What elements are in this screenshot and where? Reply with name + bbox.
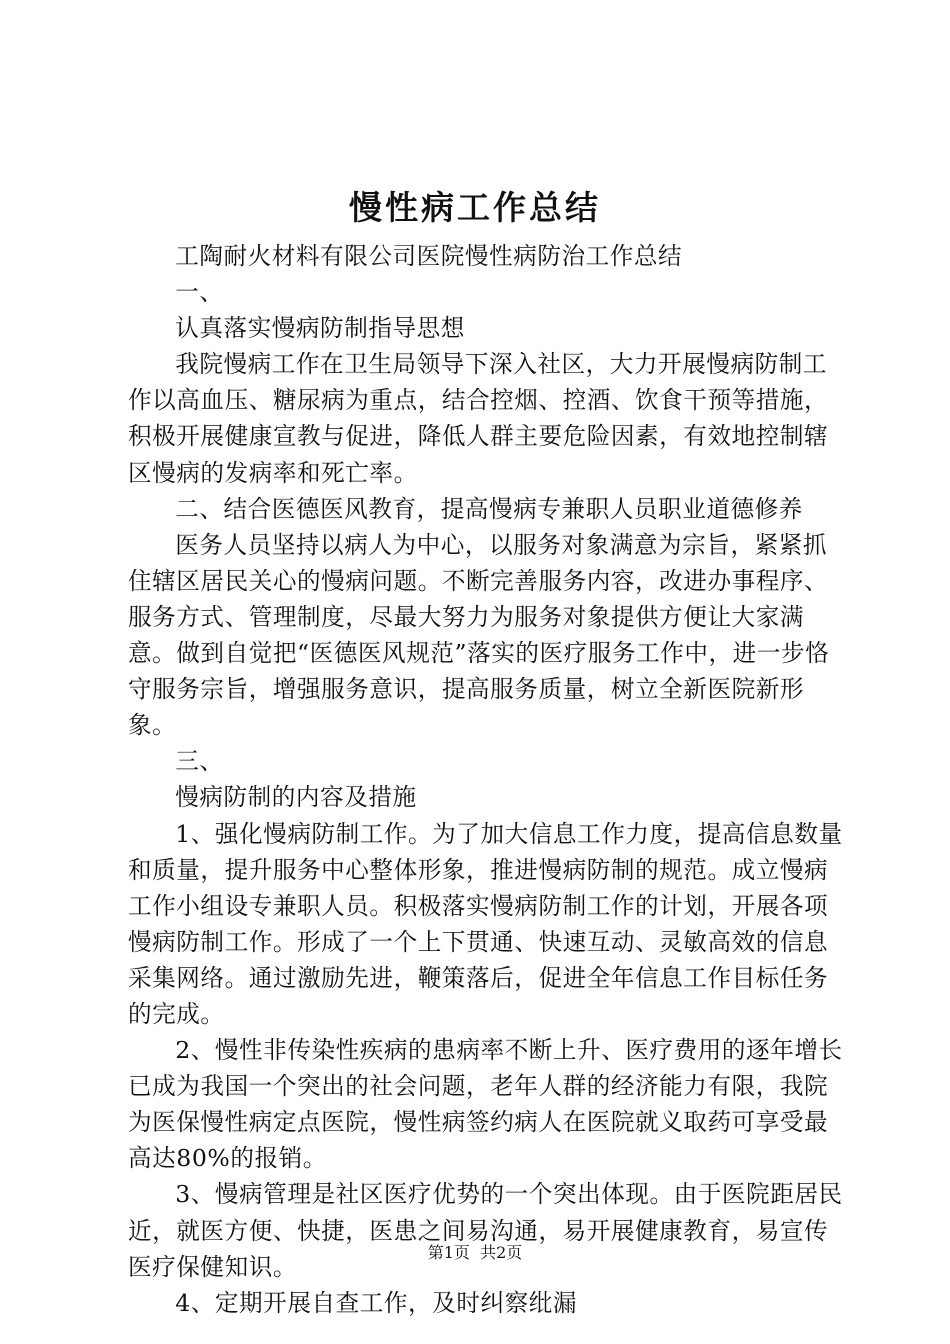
paragraph-item-two: 2、慢性非传染性疾病的患病率不断上升、医疗费用的逐年增长已成为我国一个突出的社会问题，老年人群的经济能力有限，我院为医保慢性病定点医院，慢性病签约病人在医院就义取药可享受最高达80%的报销。 <box>128 1036 843 1173</box>
footer-spacer <box>470 1243 480 1262</box>
paragraph-section-one-heading: 认真落实慢病防制指导思想 <box>175 314 465 343</box>
paragraph-section-three-number: 三、 <box>175 747 224 776</box>
paragraph-item-four: 4、定期开展自查工作，及时纠察纰漏 <box>175 1288 578 1317</box>
page-total: 共2页 <box>480 1243 523 1262</box>
paragraph-section-three-heading: 慢病防制的内容及措施 <box>175 783 417 812</box>
paragraph-item-three: 3、慢病管理是社区医疗优势的一个突出体现。由于医院距居民近，就医方便、快捷，医患之间易沟通，易开展健康教育，易宣传医疗保健知识。 <box>128 1180 843 1281</box>
document-body <box>128 238 844 1321</box>
page-footer <box>0 1242 950 1264</box>
paragraph-section-one-body: 我院慢病工作在卫生局领导下深入社区，大力开展慢病防制工作以高血压、糖尿病为重点，结合控烟、控酒、饮食干预等措施，积极开展健康宣教与促进，降低人群主要危险因素，有效地控制辖区慢病的发病率和死亡率。 <box>128 350 829 487</box>
paragraph-subtitle: 工陶耐火材料有限公司医院慢性病防治工作总结 <box>175 242 683 270</box>
page-number: 第1页 <box>427 1243 470 1262</box>
document-title: 慢性病工作总结 <box>349 188 601 227</box>
paragraph-item-one: 1、强化慢病防制工作。为了加大信息工作力度，提高信息数量和质量，提升服务中心整体形象，推进慢病防制的规范。成立慢病工作小组设专兼职人员。积极落实慢病防制工作的计划，开展各项慢病防制工作。形成了一个上下贯通、快速互动、灵敏高效的信息采集网络。通过激励先进，鞭策落后，促进全年信息工作目标任务的完成。 <box>128 819 843 1028</box>
paragraph-section-one-number: 一、 <box>175 278 224 307</box>
paragraph-section-two-heading: 二、结合医德医风教育，提高慢病专兼职人员职业道德修养 <box>175 494 803 523</box>
paragraph-section-two-body: 医务人员坚持以病人为中心，以服务对象满意为宗旨，紧紧抓住辖区居民关心的慢病问题。不断完善服务内容，改进办事程序、服务方式、管理制度，尽最大努力为服务对象提供方便让大家满意。做到自觉把“医德医风规范”落实的医疗服务工作中，进一步恪守服务宗旨，增强服务意识，提高服务质量，树立全新医院新形象。 <box>128 530 830 740</box>
